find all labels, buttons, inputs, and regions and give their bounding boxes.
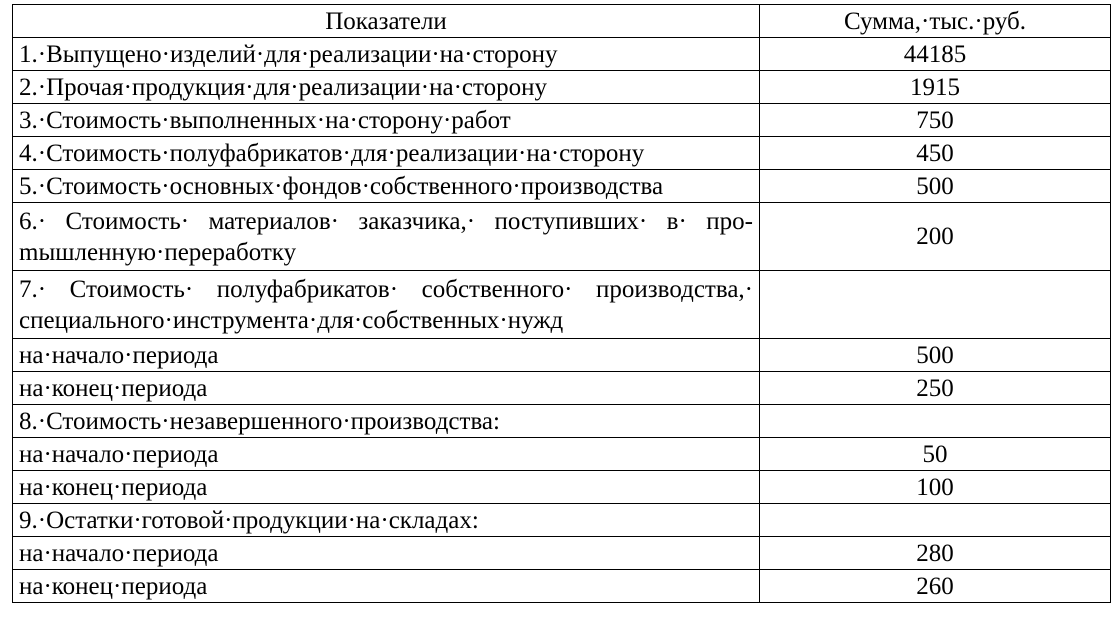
table-row: [13, 339, 1111, 372]
row-amount: 260: [760, 570, 1111, 603]
row-indicator: 2.·Прочая·продукция·для·реализации·на·сторону: [13, 71, 760, 104]
header-row: [13, 5, 1111, 38]
row-indicator: на·начало·периода: [13, 537, 760, 570]
row-amount: 500: [760, 170, 1111, 203]
table-row: [13, 104, 1111, 137]
table-row: [13, 137, 1111, 170]
table-row: [13, 71, 1111, 104]
row-amount: 450: [760, 137, 1111, 170]
row-indicator: на·начало·периода: [13, 339, 760, 372]
row-indicator: на·начало·периода: [13, 438, 760, 471]
table-row: [13, 271, 1111, 339]
row-amount: 200: [760, 203, 1111, 271]
row-amount: 500: [760, 339, 1111, 372]
row-amount: 280: [760, 537, 1111, 570]
row-indicator: на·конец·периода: [13, 570, 760, 603]
row-indicator: 6.· Стоимость· материалов· заказчика,· поступивших· в· проmышленную·переработку: [13, 203, 760, 271]
row-amount: [760, 271, 1111, 339]
row-amount: 100: [760, 471, 1111, 504]
table-row: [13, 537, 1111, 570]
row-indicator: 4.·Стоимость·полуфабрикатов·для·реализации·на·сторону: [13, 137, 760, 170]
indicators-table: [12, 4, 1111, 603]
row-amount: 250: [760, 372, 1111, 405]
row-amount: [760, 504, 1111, 537]
table-row: [13, 38, 1111, 71]
row-amount: 50: [760, 438, 1111, 471]
row-amount: 44185: [760, 38, 1111, 71]
row-amount: 1915: [760, 71, 1111, 104]
row-indicator: 7.· Стоимость· полуфабрикатов· собственного· производства,· специального·инструмента·для·собственных·нужд: [13, 271, 760, 339]
row-indicator: на·конец·периода: [13, 372, 760, 405]
table-row: [13, 471, 1111, 504]
table-row: [13, 203, 1111, 271]
row-indicator: 3.·Стоимость·выполненных·на·сторону·работ: [13, 104, 760, 137]
row-indicator: 1.·Выпущено·изделий·для·реализации·на·сторону: [13, 38, 760, 71]
row-indicator: 8.·Стоимость·незавершенного·производства:: [13, 405, 760, 438]
header-indicator: Показатели: [13, 5, 760, 38]
row-indicator: 5.·Стоимость·основных·фондов·собственного·производства: [13, 170, 760, 203]
table-row: [13, 438, 1111, 471]
row-indicator: на·конец·периода: [13, 471, 760, 504]
table-row: [13, 170, 1111, 203]
header-amount: Сумма,·тыс.·руб.: [760, 5, 1111, 38]
row-indicator: 9.·Остатки·готовой·продукции·на·складах:: [13, 504, 760, 537]
table-row: [13, 570, 1111, 603]
table-row: [13, 405, 1111, 438]
table-row: [13, 504, 1111, 537]
table-row: [13, 372, 1111, 405]
row-amount: 750: [760, 104, 1111, 137]
row-amount: [760, 405, 1111, 438]
